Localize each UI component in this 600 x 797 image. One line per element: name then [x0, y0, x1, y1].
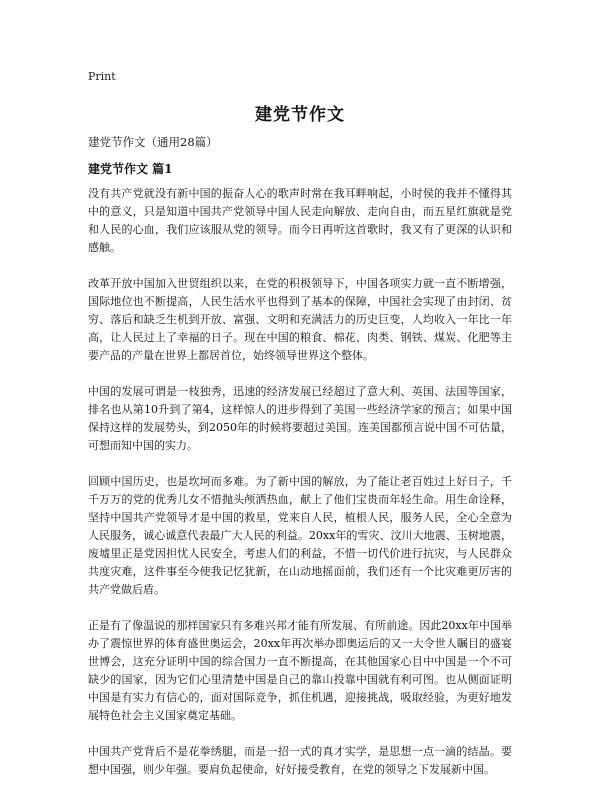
paragraph-1: 没有共产党就没有新中国的振奋人心的歌声时常在我耳畔响起，小时侯的我并不懂得其中的意义，只是知道中国共产党领导中国人民走向解放、走向自由，而五星红旗就是党和人民的心血，我们应该服从党的领导。而今日再听这首歌时，我又有了更深的认识和感触。	[88, 187, 512, 254]
document-subtitle: 建党节作文（通用28篇）	[88, 135, 218, 149]
print-label[interactable]: Print	[88, 70, 116, 83]
paragraph-6: 中国共产党背后不是花拳绣腿，而是一招一式的真才实学，是思想一点一滴的结晶。要想中国强，则少年强。要肩负起使命，好好接受教育，在党的领导之下发展新中国。	[88, 745, 512, 776]
paragraph-5: 正是有了像温说的那样国家只有多难兴邦才能有所发展、有所前途。因此20xx年中国举办了震惊世界的体育盛世奥运会，20xx年再次举办即奥运后的又一大令世人瞩目的盛宴世博会，这充分证明中国的综合国力一直不断提高，在其他国家心目中中国是一个不可缺少的国家，因为它们心里清楚中国是自己的靠山投靠中国就有利可图。也从侧面证明中国是有实力有信心的，面对国际竞争，抓住机遇，迎接挑战，吸取经验，为更好地发展特色社会主义国家奠定基础。	[88, 619, 512, 722]
article-body	[88, 185, 512, 797]
paragraph-2: 改革开放中国加入世贸组织以来，在党的积极领导下，中国各项实力就一直不断增强，国际地位也不断提高，人民生活水平也得到了基本的保障，中国社会实现了由封闭、贫穷、落后和缺乏生机到开放、富强、文明和充满活力的历史巨变，人均收入一年比一年高，让人民过上了幸福的日子。现在中国的粮食、棉花、肉类、钢铁、煤炭、化肥等主要产品的产量在世界上都居首位，始终领导世界这个整体。	[88, 277, 512, 362]
paragraph-3: 中国的发展可谓是一枝独秀，迅速的经济发展已经超过了意大利、英国、法国等国家，排名也从第10升到了第4，这样惊人的进步得到了美国一些经济学家的预言；如果中国保持这样的发展势头，到2050年的时候将要超过美国。连美国都预言说中国不可估量，可想而知中国的实力。	[88, 385, 512, 452]
document-title: 建党节作文	[255, 105, 345, 125]
section-heading: 建党节作文 篇1	[88, 162, 173, 176]
paragraph-4: 回顾中国历史，也是坎坷而多难。为了新中国的解放，为了能让老百姓过上好日子，千千万万的党的优秀儿女不惜抛头颅洒热血，献上了他们宝贵而年轻生命。用生命诠释，坚持中国共产党领导才是中国的救星，党来自人民，植根人民，服务人民，全心全意为人民服务，诚心诚意代表最广大人民的利益。20xx年的雪灾、汶川大地震、玉树地震，废墟里正是党因担忧人民安全，考虑人们的利益，不惜一切代价进行抗灾，与人民群众共度灾难，这件事至今使我记忆犹新，在山动地摇面前，我们还有一个比灾难更厉害的共产党做后盾。	[88, 475, 512, 596]
